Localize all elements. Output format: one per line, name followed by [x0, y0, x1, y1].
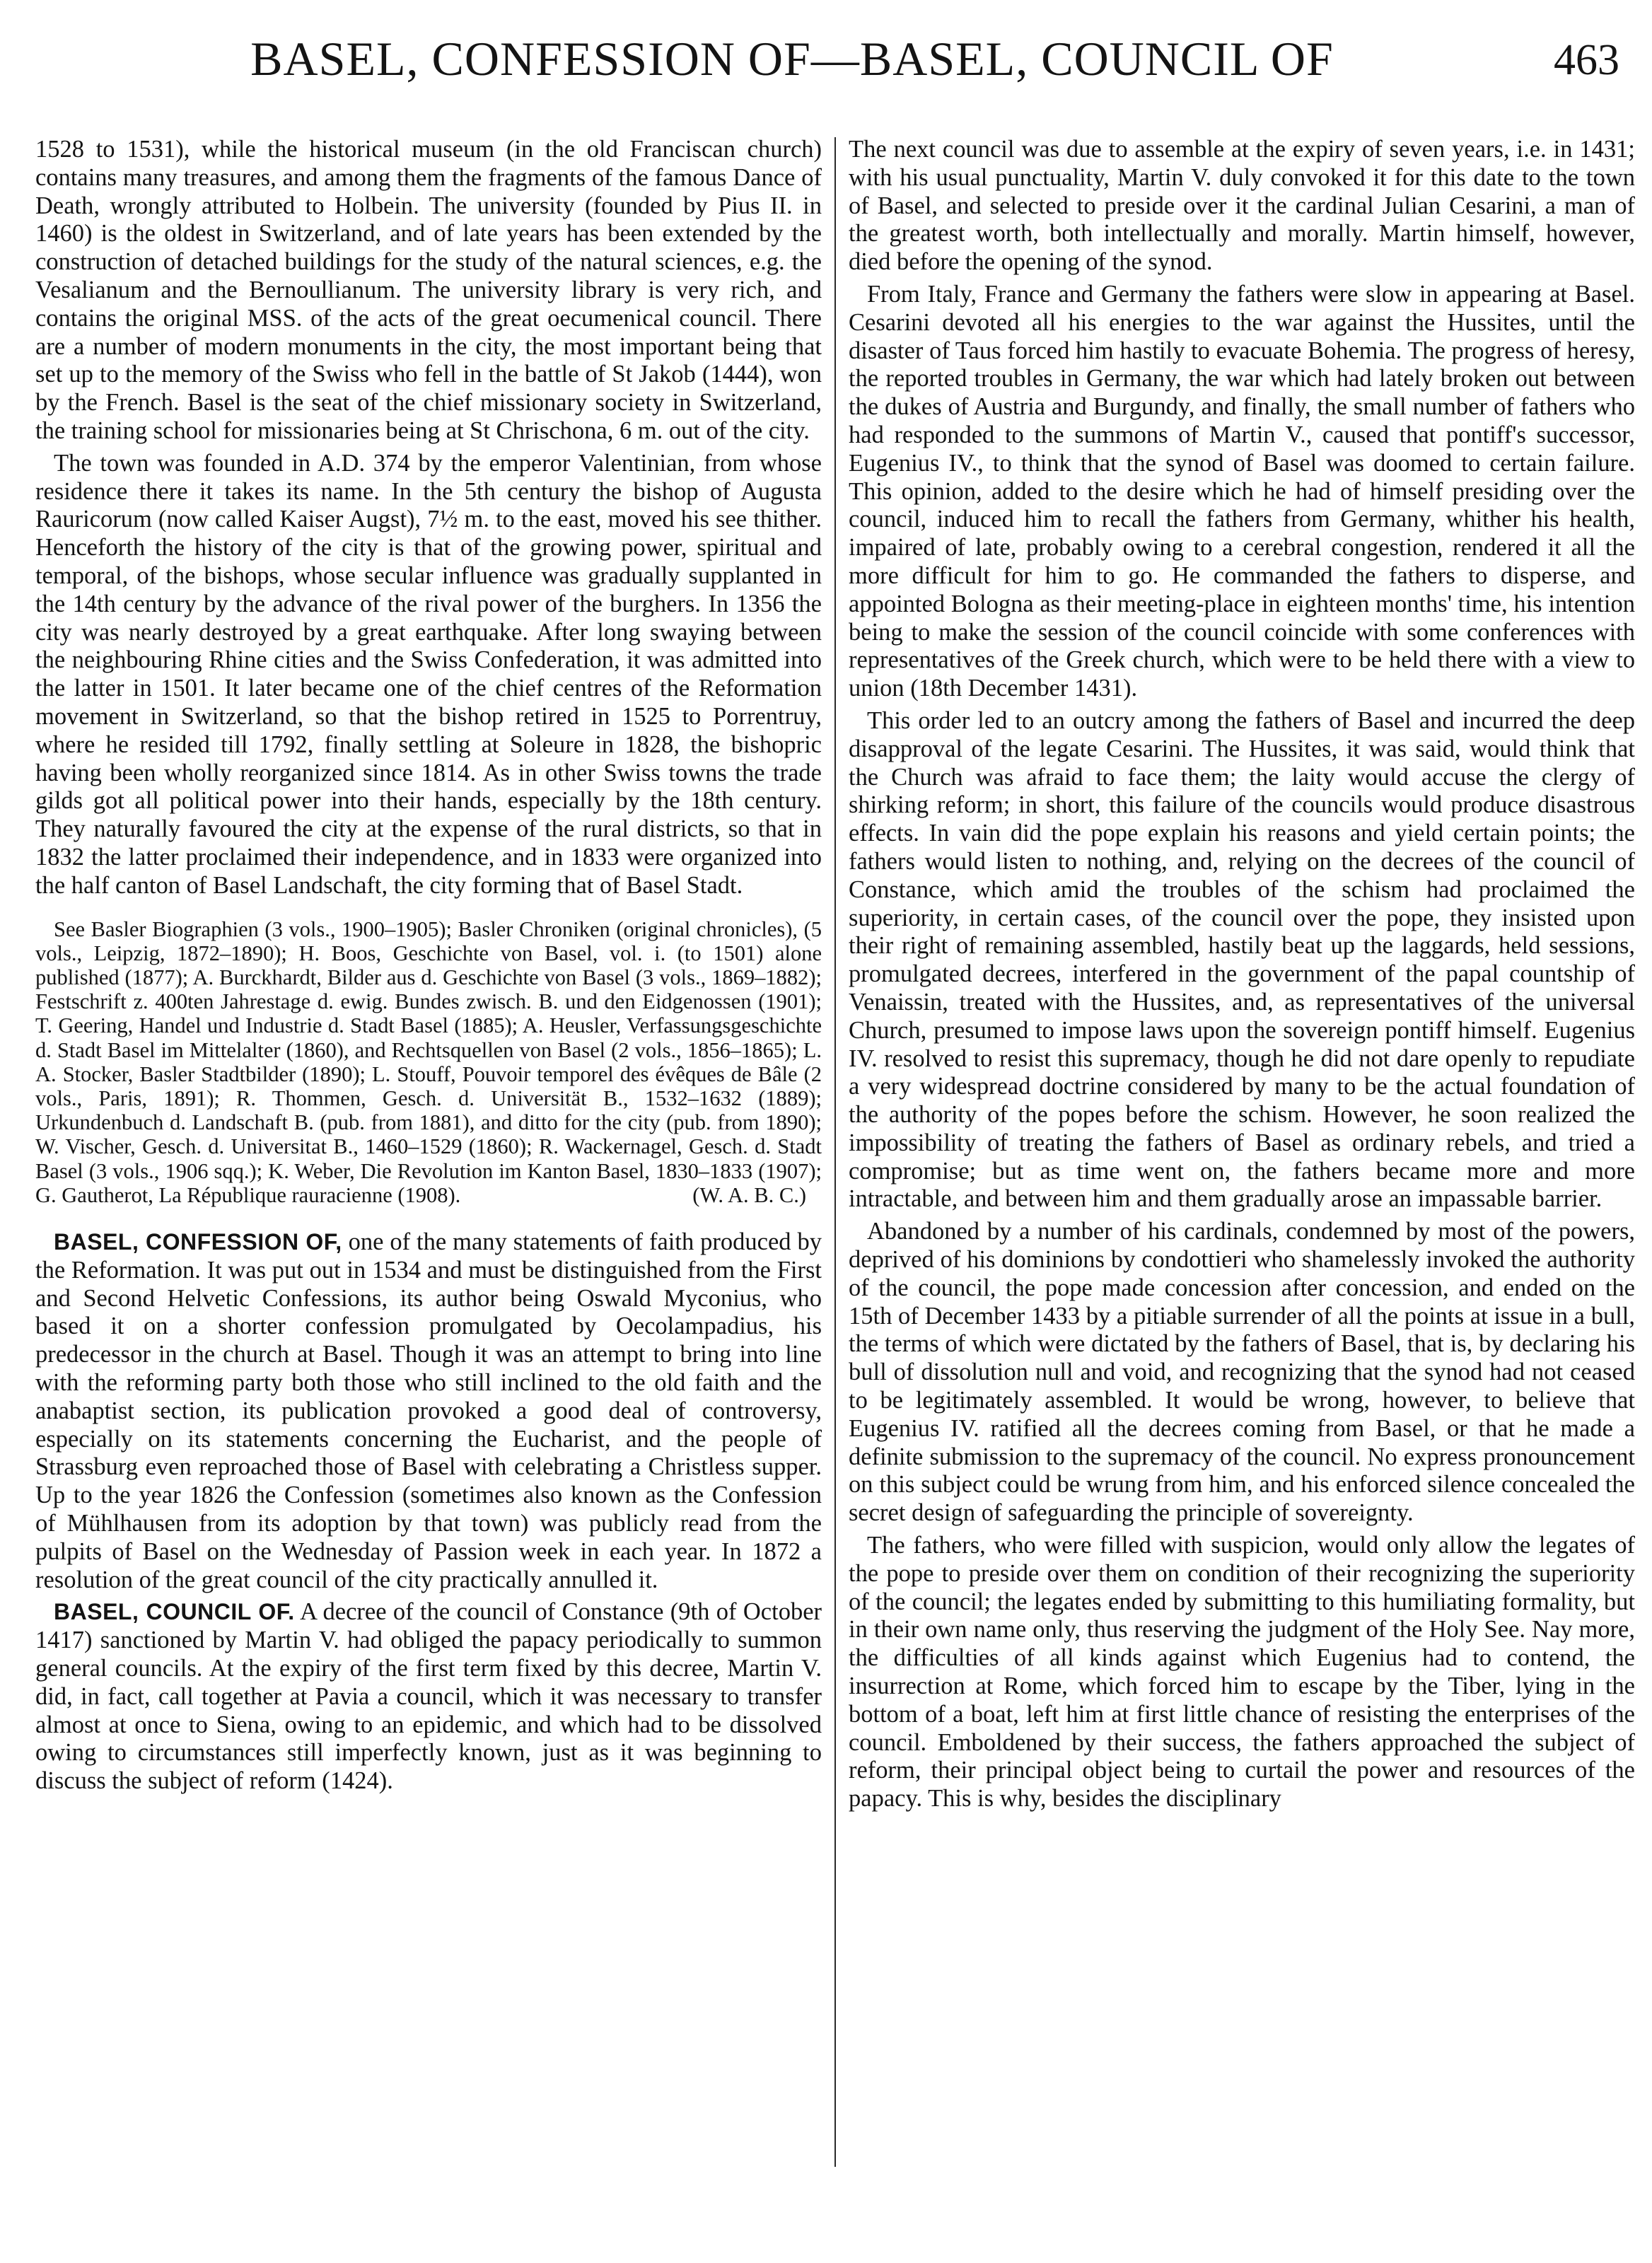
left-column: [35, 136, 822, 1800]
running-head: BASEL, CONFESSION OF—BASEL, COUNCIL OF: [250, 32, 1334, 86]
bibliography-text: See Basler Biographien (3 vols., 1900–1905); Basler Chroniken (original chronicles), (5 vols., Leipzig, 1872–1890); H. Boos, Geschichte von Basel, vol. i. (to 1501) alone published (1877); A. Burckhardt, Bilder aus d. Geschichte von Basel (3 vols., 1869–1882); Festschrift z. 400ten Jahrestage d. ewig. Bundes zwisch. B. und den Eidgenossen (1901); T. Geering, Handel und Industrie d. Stadt Basel (1885); A. Heusler, Verfassungsgeschichte d. Stadt Basel im Mittelalter (1860), and Rechtsquellen von Basel (2 vols., 1856–1865); L. A. Stocker, Basler Stadtbilder (1890); L. Stouff, Pouvoir temporel des évêques de Bâle (2 vols., Paris, 1891); R. Thommen, Gesch. d. Universität B., 1532–1632 (1889); Urkundenbuch d. Landschaft B. (pub. from 1881), and ditto for the city (pub. from 1890); W. Vischer, Gesch. d. Universitat B., 1460–1529 (1860); R. Wackernagel, Gesch. d. Stadt Basel (3 vols., 1906 sqq.); K. Weber, Die Revolution im Kanton Basel, 1830–1833 (1907); G. Gautherot, La République rauracienne (1908).: [35, 917, 822, 1207]
paragraph-outcry: This order led to an outcry among the fathers of Basel and incurred the deep disapproval of the legate Cesarini. The Hussites, it was said, would think that the Church was afraid to face them; the laity would accuse the clergy of shirking reform; in short, this failure of the councils would produce disastrous effects. In vain did the pope explain his reasons and yield certain points; the fathers would listen to nothing, and, relying on the decrees of the council of Constance, which amid the troubles of the schism had proclaimed the superiority, in certain cases, of the council over the pope, they insisted upon their right of remaining assembled, hastily beat up the laggards, held sessions, promulgated decrees, interfered in the government of the papal countship of Venaissin, treated with the Hussites, and, as representatives of the universal Church, presumed to impose laws upon the sovereign pontiff himself. Eugenius IV. resolved to resist this supremacy, though he did not dare openly to repudiate a very widespread doctrine considered by many to be the actual foundation of the authority of the popes before the schism. However, he soon realized the impossibility of treating the fathers of Basel as ordinary rebels, and tried a compromise; but as time went on, the fathers became more and more intractable, and between him and them gradually arose an impassable barrier.: [849, 706, 1635, 1213]
page-number: 463: [1554, 36, 1619, 84]
paragraph-fathers-slow: From Italy, France and Germany the fathers were slow in appearing at Basel. Cesarini devoted all his energies to the war against the Hussites, until the disaster of Taus forced him hastily to evacuate Bohemia. The progress of heresy, the reported troubles in Germany, the war which had lately broken out between the dukes of Austria and Burgundy, and finally, the small number of fathers who had responded to the summons of Martin V., caused that pontiff's successor, Eugenius IV., to think that the synod of Basel was doomed to certain failure. This opinion, added to the desire which he had of himself presiding over the council, induced him to recall the fathers from Germany, whither his health, impaired of late, probably owing to a cerebral congestion, rendered it all the more difficult for him to go. He commanded the fathers to disperse, and appointed Bologna as their meeting-place in eighteen months' time, his intention being to make the session of the council coincide with some conferences with representatives of the Greek church, which were to be held there with a view to union (18th December 1431).: [849, 280, 1635, 702]
paragraph-basel-history: The town was founded in A.D. 374 by the emperor Valentinian, from whose residence there it takes its name. In the 5th century the bishop of Augusta Rauricorum (now called Kaiser Augst), 7½ m. to the east, moved his see thither. Henceforth the history of the city is that of the growing power, spiritual and temporal, of the bishops, whose secular influence was gradually supplanted in the 14th century by the advance of the rival power of the burghers. In 1356 the city was nearly destroyed by a great earthquake. After long swaying between the neighbouring Rhine cities and the Swiss Confederation, it was admitted into the latter in 1501. It later became one of the chief centres of the Reformation movement in Switzerland, so that the bishop retired in 1525 to Porrentruy, where he resided till 1792, finally settling at Soleure in 1828, the bishopric having been wholly reorganized since 1814. As in other Swiss towns the trade gilds got all political power into their hands, especially by the 18th century. They naturally favoured the city at the expense of the rural districts, so that in 1832 the latter proclaimed their independence, and in 1833 were organized into the half canton of Basel Landschaft, the city forming that of Basel Stadt.: [35, 449, 822, 899]
headword-basel-council: BASEL, COUNCIL OF.: [54, 1599, 295, 1625]
page-header: [35, 28, 1619, 99]
bibliography: [35, 917, 822, 1207]
right-column: [849, 136, 1635, 1817]
entry-text-basel-confession: one of the many statements of faith produced by the Reformation. It was put out in 1534 and must be distinguished from the First and Second Helvetic Confessions, its author being Oswald Myconius, who based it on a shorter confession promulgated by Oecolampadius, his predecessor in the church at Basel. Though it was an attempt to bring into line with the reforming party both those who still inclined to the old faith and the anabaptist section, its publication provoked a good deal of controversy, especially on its statements concerning the Eucharist, and the people of Strassburg even reproached those of Basel with celebrating a Christless supper. Up to the year 1826 the Confession (sometimes also known as the Confession of Mühlhausen from its adoption by that town) was publicly read from the pulpits of Basel on the Wednesday of Passion week in each year. In 1872 a resolution of the great council of the city practically annulled it.: [35, 1228, 822, 1593]
paragraph-basel-museum: 1528 to 1531), while the historical museum (in the old Franciscan church) contains many treasures, and among them the fragments of the famous Dance of Death, wrongly attributed to Holbein. The university (founded by Pius II. in 1460) is the oldest in Switzerland, and of late years has been extended by the construction of detached buildings for the study of the natural sciences, e.g. the Vesalianum and the Bernoullianum. The university library is very rich, and contains the original MSS. of the acts of the great oecumenical council. There are a number of modern monuments in the city, the most important being that set up to the memory of the Swiss who fell in the battle of St Jakob (1444), won by the French. Basel is the seat of the chief missionary society in Switzerland, the training school for missionaries being at St Chrischona, 6 m. out of the city.: [35, 136, 822, 444]
paragraph-legates: The fathers, who were filled with suspicion, would only allow the legates of the pope to preside over them on condition of their recognizing the superiority of the council; the legates ended by submitting to this humiliating formality, but in their own name only, thus reserving the judgment of the Holy See. Nay more, the difficulties of all kinds against which Eugenius had to contend, the insurrection at Rome, which forced him to escape by the Tiber, lying in the bottom of a boat, left him at first little chance of resisting the enterprises of the council. Emboldened by their success, the fathers approached the subject of reform, their principal object being to curtail the power and resources of the papacy. This is why, besides the disciplinary: [849, 1532, 1635, 1813]
author-signature: (W. A. B. C.): [692, 1182, 806, 1207]
entry-text-basel-council: A decree of the council of Constance (9th of October 1417) sanctioned by Martin V. had obliged the papacy periodically to summon general councils. At the expiry of the first term fixed by this decree, Martin V. did, in fact, call together at Pavia a council, which it was necessary to transfer almost at once to Siena, owing to an epidemic, and which had to be dissolved owing to circumstances still imperfectly known, just as it was beginning to discuss the subject of reform (1424).: [35, 1598, 822, 1795]
entry-basel-council: [35, 1598, 822, 1796]
paragraph-next-council: The next council was due to assemble at the expiry of seven years, i.e. in 1431; with his usual punctuality, Martin V. duly convoked it for this date to the town of Basel, and selected to preside over it the cardinal Julian Cesarini, a man of the greatest worth, both intellectually and morally. Martin himself, however, died before the opening of the synod.: [849, 136, 1635, 276]
headword-basel-confession: BASEL, CONFESSION OF,: [54, 1228, 342, 1255]
paragraph-surrender: Abandoned by a number of his cardinals, condemned by most of the powers, deprived of his dominions by condottieri who shamelessly invoked the authority of the council, the pope made concession after concession, and ended on the 15th of December 1433 by a pitiable surrender of all the points at issue in a bull, the terms of which were dictated by the fathers of Basel, that is, by declaring his bull of dissolution null and void, and recognizing that the synod had not ceased to be legitimately assembled. It would be wrong, however, to believe that Eugenius IV. ratified all the decrees coming from Basel, or that he made a definite submission to the supremacy of the council. No express pronouncement on this subject could be wrung from him, and his enforced silence concealed the secret design of safeguarding the principle of sovereignty.: [849, 1218, 1635, 1527]
entry-basel-confession: [35, 1228, 822, 1594]
column-divider: [834, 137, 836, 2167]
